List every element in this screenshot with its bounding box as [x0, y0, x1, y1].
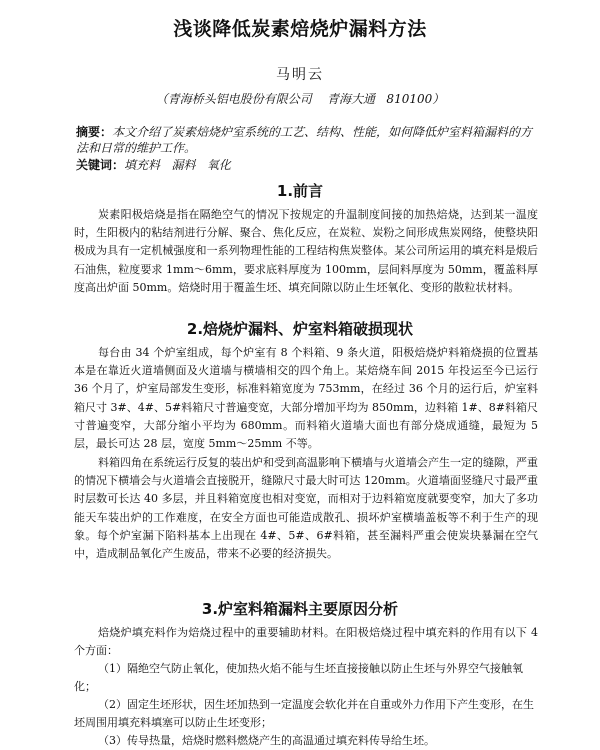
- intro-paragraph: 炭素阳极焙烧是指在隔绝空气的情况下按规定的升温制度间接的加热焙烧，达到某一温度时，生阳极内的粘结剂进行分解、聚合、焦化反应，在炭粒、炭粉之间形成焦炭网络，使整块阳极成为具有一定机械强度和一系列物理性能的工程结构焦炭整体。某公司所运用的填充料是煅后石油焦，粒度要求 1mm～6mm，要求底料厚度为 100mm，层间料厚度为 50mm，覆盖料厚度高出炉面 50mm。焙烧时用于覆盖生坯、填充间隙以防止生坯氧化、变形的散粒状材料。: [74, 208, 538, 294]
- status-paragraph-1: 每台由 34 个炉室组成，每个炉室有 8 个料箱、9 条火道，阳极焙烧炉料箱烧损的位置基本是在靠近火道墙侧面及火道墙与横墙相交的四个角上。某焙烧车间 2015 年投运至今已运行 36 个月了，炉室局部发生变形，标准料箱宽度为 753mm，在经过 36 个月的运行后，炉室料箱尺寸 3#、4#、5#料箱尺寸普遍变宽，大部分增加平均为 850mm，边料箱 1#、8#料箱尺寸普遍变窄，大部分缩小平均为 680mm。而料箱火道墙大面也有部分烧成通缝，最短为 5 层，最长可达 28 层，宽度 5mm～25mm 不等。: [74, 346, 538, 451]
- keywords-text: 填充料 漏料 氧化: [124, 158, 231, 172]
- author-affiliation: （青海桥头铝电股份有限公司 青海大通 810100）: [155, 92, 445, 106]
- abstract-label: 摘要：: [76, 125, 113, 139]
- keywords-label: 关键词：: [76, 158, 125, 172]
- causes-list-item: （2）固定生坯形状，因生坯加热到一定温度会软化并在自重或外力作用下产生变形，在生坯周围用填充料填塞可以防止生坯变形；: [74, 698, 534, 730]
- causes-list-item: （1）隔绝空气防止氧化，使加热火焰不能与生坯直接接触以防止生坯与外界空气接触氧化；: [74, 662, 523, 694]
- causes-paragraph: 焙烧炉填充料作为焙烧过程中的重要辅助材料。在阳极焙烧过程中填充料的作用有以下 4 个方面：: [74, 626, 538, 658]
- section-heading-intro: 1.前言: [276, 182, 324, 200]
- causes-list-item: （3）传导热量，焙烧时燃料燃烧产生的高温通过填充料传导给生坯。: [98, 734, 435, 747]
- abstract: [76, 124, 536, 156]
- author-name: 马明云: [276, 67, 324, 83]
- section-heading-status: 2.焙烧炉漏料、炉室料箱破损现状: [186, 320, 414, 338]
- status-paragraph-2: 料箱四角在系统运行反复的装出炉和受到高温影响下横墙与火道墙会产生一定的缝隙，严重的情况下横墙会与火道墙会直接脱开，缝隙尺寸最大时可达 120mm。火道墙面竖缝尺寸最严重时层数可长达 40 多层，并且料箱宽度也相对变宽，而相对于边料箱宽度就要变窄，加大了多功能天车装出炉的工作难度，在安全方面也可能造成散孔、损坏炉室横墙盖板等不利于生产的现象。每个炉室漏下陷料基本上出现在 4#、5#、6#料箱，甚至漏料严重会使炭块暴漏在空气中，造成制品氧化产生废品，带来不必要的经济损失。: [74, 456, 538, 561]
- section-heading-causes: 3.炉室料箱漏料主要原因分析: [201, 600, 399, 618]
- abstract-text: 本文介绍了炭素焙烧炉室系统的工艺、结构、性能，如何降低炉室料箱漏料的方法和日常的维护工作。: [76, 125, 533, 155]
- keywords: [76, 156, 536, 173]
- paper-title: 浅谈降低炭素焙烧炉漏料方法: [173, 18, 427, 40]
